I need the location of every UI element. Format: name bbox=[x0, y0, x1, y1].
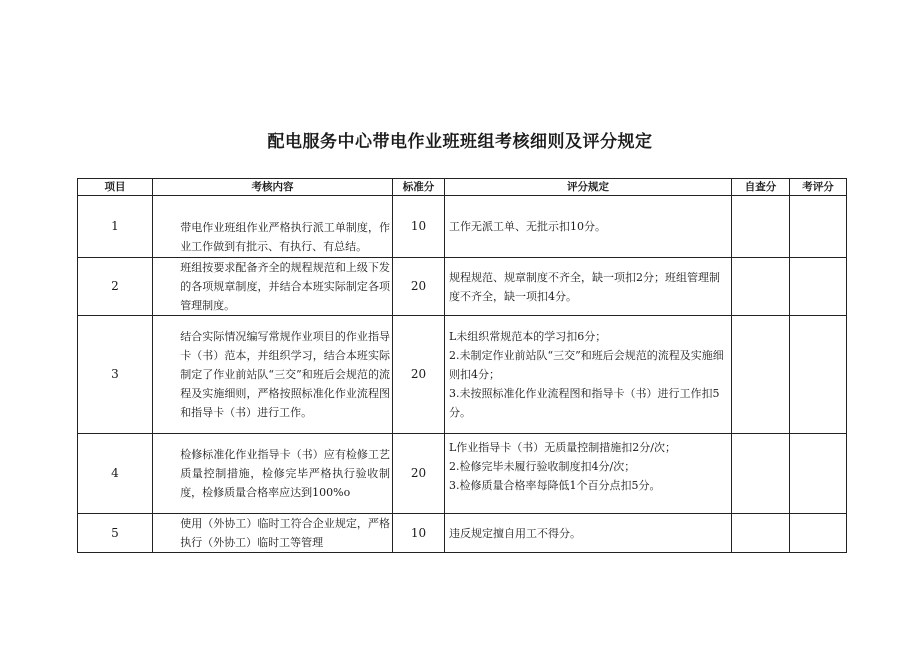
rule-line: 2.未制定作业前站队“三交”和班后会规范的流程及实施细则扣4分； bbox=[449, 349, 724, 381]
content-text: 结合实际情况编写常规作业项目的作业指导卡（书）范本，并组织学习，结合本班实际制定了作业前站队“三交”和班后会规范的流程及实施细则，严格按照标准化作业流程图和指导卡（书）进行工作。 bbox=[180, 330, 390, 419]
item-number: 5 bbox=[78, 514, 153, 553]
content-text: 班组按要求配备齐全的规程规范和上级下发的各项规章制度，并结合本班实际制定各项管理制度。 bbox=[180, 261, 390, 312]
header-eval-score: 考评分 bbox=[790, 179, 847, 196]
rule-line: 3.检修质量合格率每降低1个百分点扣5分。 bbox=[449, 479, 661, 492]
eval-score-cell bbox=[790, 434, 847, 514]
rule-line: 3.未按照标准化作业流程图和指导卡（书）进行工作扣5分。 bbox=[449, 387, 720, 419]
eval-score-cell bbox=[790, 196, 847, 258]
table-row bbox=[78, 316, 847, 434]
table-header-row bbox=[78, 179, 847, 196]
item-number: 4 bbox=[78, 434, 153, 514]
eval-score-cell bbox=[790, 258, 847, 316]
header-item: 项目 bbox=[78, 179, 153, 196]
item-number: 3 bbox=[78, 316, 153, 434]
rule-line: 违反规定擅自用工不得分。 bbox=[449, 526, 581, 540]
rule-line: L未组织常规范本的学习扣6分； bbox=[449, 330, 607, 343]
standard-score: 20 bbox=[393, 434, 445, 514]
standard-score: 20 bbox=[393, 316, 445, 434]
self-score-cell bbox=[732, 316, 790, 434]
header-standard: 标准分 bbox=[393, 179, 445, 196]
table-row bbox=[78, 434, 847, 514]
header-content: 考核内容 bbox=[153, 179, 393, 196]
page-title: 配电服务中心带电作业班班组考核细则及评分规定 bbox=[267, 132, 653, 152]
table-row bbox=[78, 196, 847, 258]
standard-score: 10 bbox=[393, 514, 445, 553]
standard-score: 20 bbox=[393, 258, 445, 316]
assessment-table bbox=[77, 178, 847, 553]
table-row bbox=[78, 514, 847, 553]
item-number: 1 bbox=[78, 196, 153, 258]
self-score-cell bbox=[732, 514, 790, 553]
content-text: 检修标准化作业指导卡（书）应有检修工艺质量控制措施，检修完毕严格执行验收制度，检修质量合格率应达到100%o bbox=[180, 448, 390, 499]
standard-score: 10 bbox=[393, 196, 445, 258]
self-score-cell bbox=[732, 258, 790, 316]
eval-score-cell bbox=[790, 316, 847, 434]
item-number: 2 bbox=[78, 258, 153, 316]
rule-line: 规程规范、规章制度不齐全，缺一项扣2分；班组管理制度不齐全，缺一项扣4分。 bbox=[449, 270, 720, 303]
header-self-score: 自查分 bbox=[732, 179, 790, 196]
self-score-cell bbox=[732, 196, 790, 258]
rule-line: L作业指导卡（书）无质量控制措施扣2分/次； bbox=[449, 441, 677, 454]
rule-line: 工作无派工单、无批示扣10分。 bbox=[449, 220, 606, 233]
self-score-cell bbox=[732, 434, 790, 514]
table-row bbox=[78, 258, 847, 316]
content-text: 带电作业班组作业严格执行派工单制度，作业工作做到有批示、有执行、有总结。 bbox=[180, 221, 390, 253]
rule-line: 2.检修完毕未履行验收制度扣4分/次； bbox=[449, 460, 636, 473]
header-rules: 评分规定 bbox=[445, 179, 732, 196]
eval-score-cell bbox=[790, 514, 847, 553]
content-text: 使用（外协工）临时工符合企业规定，严格执行（外协工）临时工等管理 bbox=[180, 517, 390, 549]
